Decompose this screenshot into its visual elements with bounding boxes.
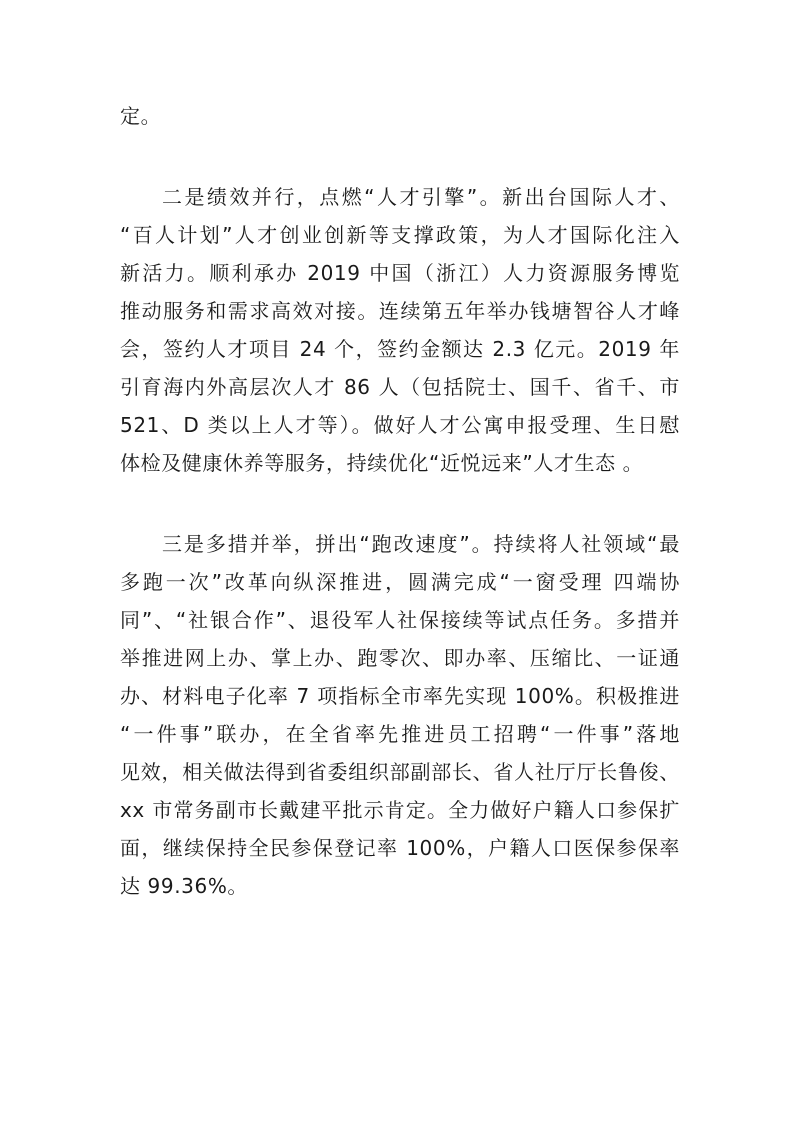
text-line: 达 99.36%。 — [120, 874, 249, 898]
text-line: 多跑一次”改革向纵深推进，圆满完成“一窗受理 四端协 — [120, 570, 680, 594]
text-line: 举推进网上办、掌上办、跑零次、即办率、压缩比、一证通 — [120, 646, 680, 670]
text-line: 体检及健康休养等服务，持续优化“近悦远来”人才生态 。 — [120, 451, 644, 475]
text-line: “一件事”联办，在全省率先推进员工招聘“一件事”落地 — [120, 722, 680, 746]
paragraph-2-first-line: 二是绩效并行，点燃“人才引擎”。新出台国际人才、 — [162, 185, 680, 209]
text-line: 会，签约人才项目 24 个，签约金额达 2.3 亿元。2019 年 — [120, 337, 680, 361]
text-line: 521、D 类以上人才等）。做好人才公寓申报受理、生日慰 — [120, 413, 680, 437]
text-line: “百人计划”人才创业创新等支撑政策，为人才国际化注入 — [120, 223, 680, 247]
text-line: 办、材料电子化率 7 项指标全市率先实现 100%。积极推进 — [120, 684, 680, 708]
text-line: 定。 — [120, 104, 162, 128]
text-line: 见效，相关做法得到省委组织部副部长、省人社厅厅长鲁俊、 — [120, 760, 680, 784]
text-line: 新活力。顺利承办 2019 中国（浙江）人力资源服务博览 — [120, 261, 680, 285]
text-line: 推动服务和需求高效对接。连续第五年举办钱塘智谷人才峰 — [120, 299, 680, 323]
paragraph-3-first-line: 三是多措并举，拼出“跑改速度”。持续将人社领域“最 — [162, 532, 680, 556]
text-line: xx 市常务副市长戴建平批示肯定。全力做好户籍人口参保扩 — [120, 798, 680, 822]
text-line: 同”、“社银合作”、退役军人社保接续等试点任务。多措并 — [120, 608, 680, 632]
text-line: 面，继续保持全民参保登记率 100%，户籍人口医保参保率 — [120, 836, 680, 860]
text-line: 引育海内外高层次人才 86 人（包括院士、国千、省千、市 — [120, 375, 680, 399]
